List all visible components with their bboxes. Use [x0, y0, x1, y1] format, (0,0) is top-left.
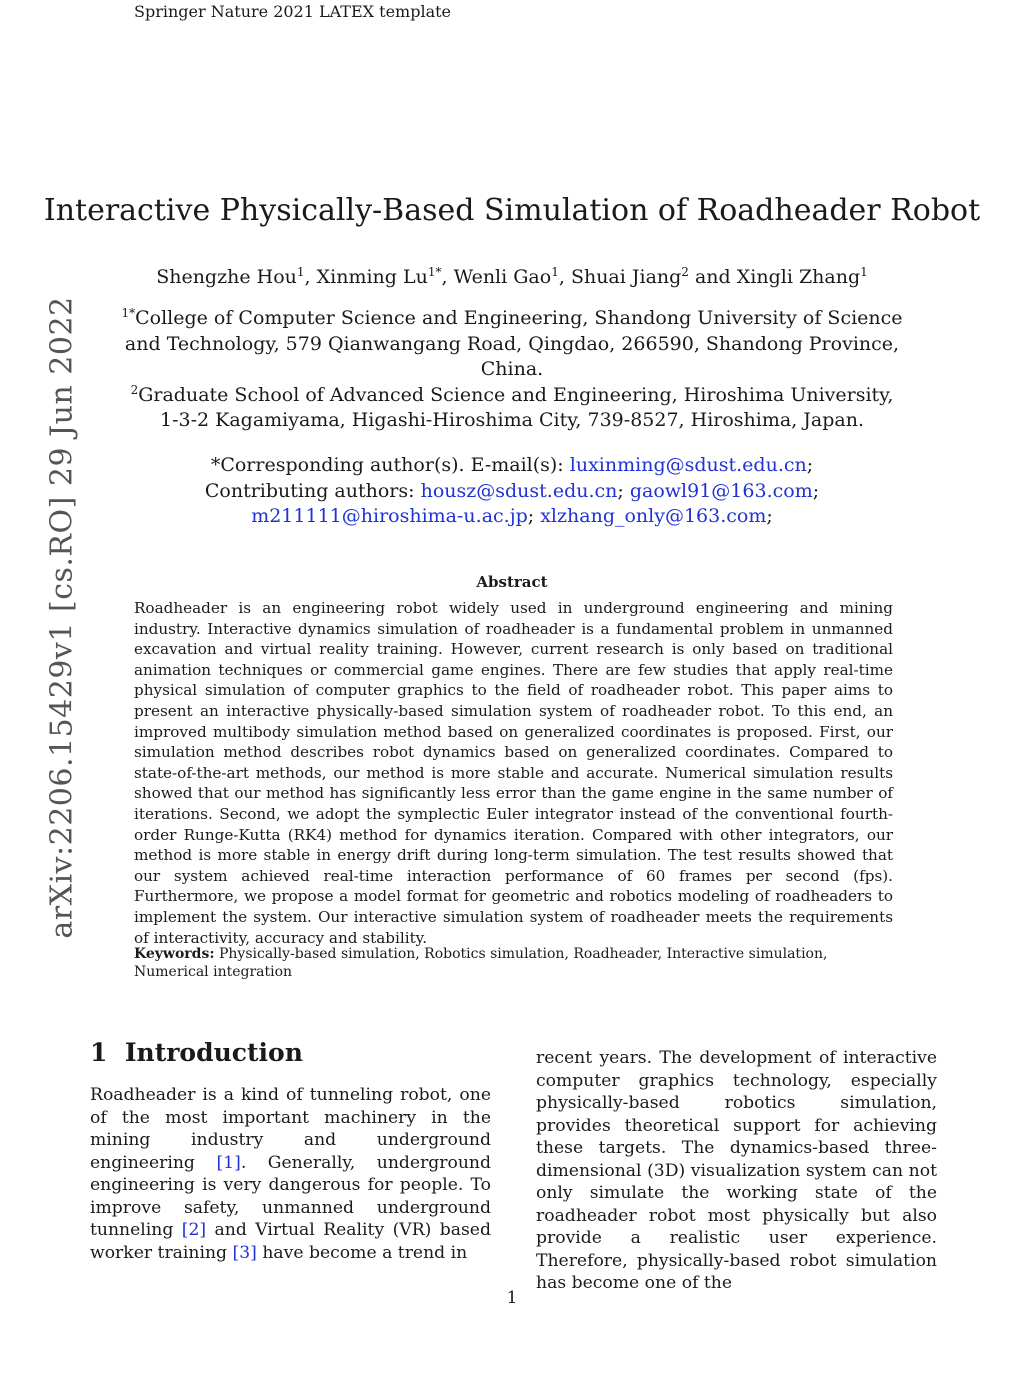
keywords-label: Keywords:: [134, 946, 215, 962]
body-text: and Virtual Reality (VR) based worker training: [90, 1220, 491, 1263]
keywords: [134, 945, 893, 981]
affiliation-mark: 1*: [121, 306, 136, 320]
author-connector: and: [694, 266, 731, 288]
body-text: . Generally, underground engineering is very dangerous for people. To improve safety, unmanned underground tunneling: [90, 1152, 492, 1240]
citation-link[interactable]: [2]: [181, 1220, 207, 1240]
contributor-email-link[interactable]: m211111@hiroshima-u.ac.jp: [251, 505, 528, 527]
keywords-text: Physically-based simulation, Robotics simulation, Roadheader, Interactive simulation, Numerical integration: [134, 946, 828, 980]
section-number: 1: [90, 1038, 108, 1067]
citation-link[interactable]: [3]: [232, 1242, 257, 1263]
citation-link[interactable]: [1]: [216, 1152, 241, 1173]
author-name: Xingli Zhang: [736, 266, 861, 288]
running-header: Springer Nature 2021 LATEX template: [134, 2, 451, 21]
page-number: 1: [506, 1288, 518, 1308]
author-name: Shuai Jiang: [570, 266, 682, 288]
affiliation-text: College of Computer Science and Engineering, Shandong University of Science and Technology, 579 Qianwangang Road, Qingdao, 266590, Shandong Province, China.: [124, 307, 903, 380]
contributor-email-link[interactable]: gaowl91@163.com: [629, 479, 813, 502]
author-affil-mark: 1: [296, 265, 305, 279]
author-affil-mark: 2: [681, 265, 689, 279]
author-affil-mark: 1: [860, 265, 868, 279]
author-name: Xinming Lu: [316, 266, 428, 288]
contributing-line-2: m211111@hiroshima-u.ac.jp; xlzhang_only@163.com;: [251, 505, 773, 527]
affiliation-1: [120, 306, 904, 383]
affiliation-2: [120, 383, 904, 434]
section-heading: [90, 1038, 303, 1067]
intro-left-column: [90, 1084, 491, 1264]
paper-title: Interactive Physically-Based Simulation of Roadheader Robot: [43, 193, 981, 228]
corresponding-line: *Corresponding author(s). E-mail(s): luxinming@sdust.edu.cn;: [210, 454, 814, 476]
author-list: Shengzhe Hou$^1$, Xinming $Lu^{1*}$, Wenli Gao$^1$, Shuai Jiang$^2$ and Xingli Zhang$^1$: [156, 265, 868, 288]
body-text: Roadheader is a kind of tunneling robot, one of the most important machinery in the mining industry and underground engineering: [90, 1085, 491, 1173]
affiliation-mark: 2: [130, 382, 139, 397]
contributing-line: Contributing authors: housz@sdust.edu.cn; gaowl91@163.com;: [204, 479, 820, 502]
abstract-heading: Abstract: [476, 573, 548, 591]
corresponding-email-link[interactable]: luxinming@sdust.edu.cn: [569, 454, 807, 476]
author-affil-mark: 1*: [427, 265, 442, 279]
arxiv-identifier-stamp: arXiv:2206.15429v1 [cs.RO] 29 Jun 2022: [44, 296, 80, 939]
contributor-email-link[interactable]: xlzhang_only@163.com: [540, 505, 767, 527]
author-affil-mark: 1: [551, 265, 559, 279]
author-name: Shengzhe Hou: [156, 266, 297, 288]
body-text: have become a trend in: [256, 1242, 468, 1263]
affiliations: [120, 306, 904, 434]
section-title: Introduction: [124, 1038, 303, 1067]
intro-right-column: recent years. The development of interactive computer graphics technology, especially physically-based robotics simulation, provides theoretical support for achieving these targets. The dynamics-based three-dimensional (3D) visualization system can not only simulate the working state of the roadheader robot most physically but also provide a realistic user experience. Therefore, physically-based robot simulation has become one of the: [536, 1048, 937, 1293]
contributor-email-link[interactable]: housz@sdust.edu.cn: [420, 479, 618, 502]
correspondence: [0, 453, 1024, 530]
author-name: Wenli Gao: [453, 266, 552, 288]
corresponding-label: *Corresponding author(s). E-mail(s):: [210, 454, 564, 476]
affiliation-text: Graduate School of Advanced Science and Engineering, Hiroshima University, 1-3-2 Kagamiyama, Higashi-Hiroshima City, 739-8527, Hiroshima, Japan.: [138, 383, 894, 431]
contributing-label: Contributing authors:: [204, 479, 415, 502]
abstract-text: Roadheader is an engineering robot widely used in underground engineering and mining industry. Interactive dynamics simulation of roadheader is a fundamental problem in unmanned excavation and virtual reality training. However, current research is only based on traditional animation techniques or commercial game engines. There are few studies that apply real-time physical simulation of computer graphics to the field of roadheader robot. This paper aims to present an interactive physically-based simulation system of roadheader robot. To this end, an improved multibody simulation method based on generalized coordinates is proposed. First, our simulation method describes robot dynamics based on generalized coordinates. Compared to state-of-the-art methods, our method is more stable and accurate. Numerical simulation results showed that our method has significantly less error than the game engine in the same number of iterations. Second, we adopt the symplectic Euler integrator instead of the conventional fourth-order Runge-Kutta (RK4) method for dynamics iteration. Compared with other integrators, our method is more stable in energy drift during long-term simulation. The test results showed that our system achieved real-time interaction performance of 60 frames per second (fps). Furthermore, we propose a model format for geometric and robotics modeling of roadheaders to implement the system. Our interactive simulation system of roadheader meets the requirements of interactivity, accuracy and stability.: [134, 599, 893, 947]
